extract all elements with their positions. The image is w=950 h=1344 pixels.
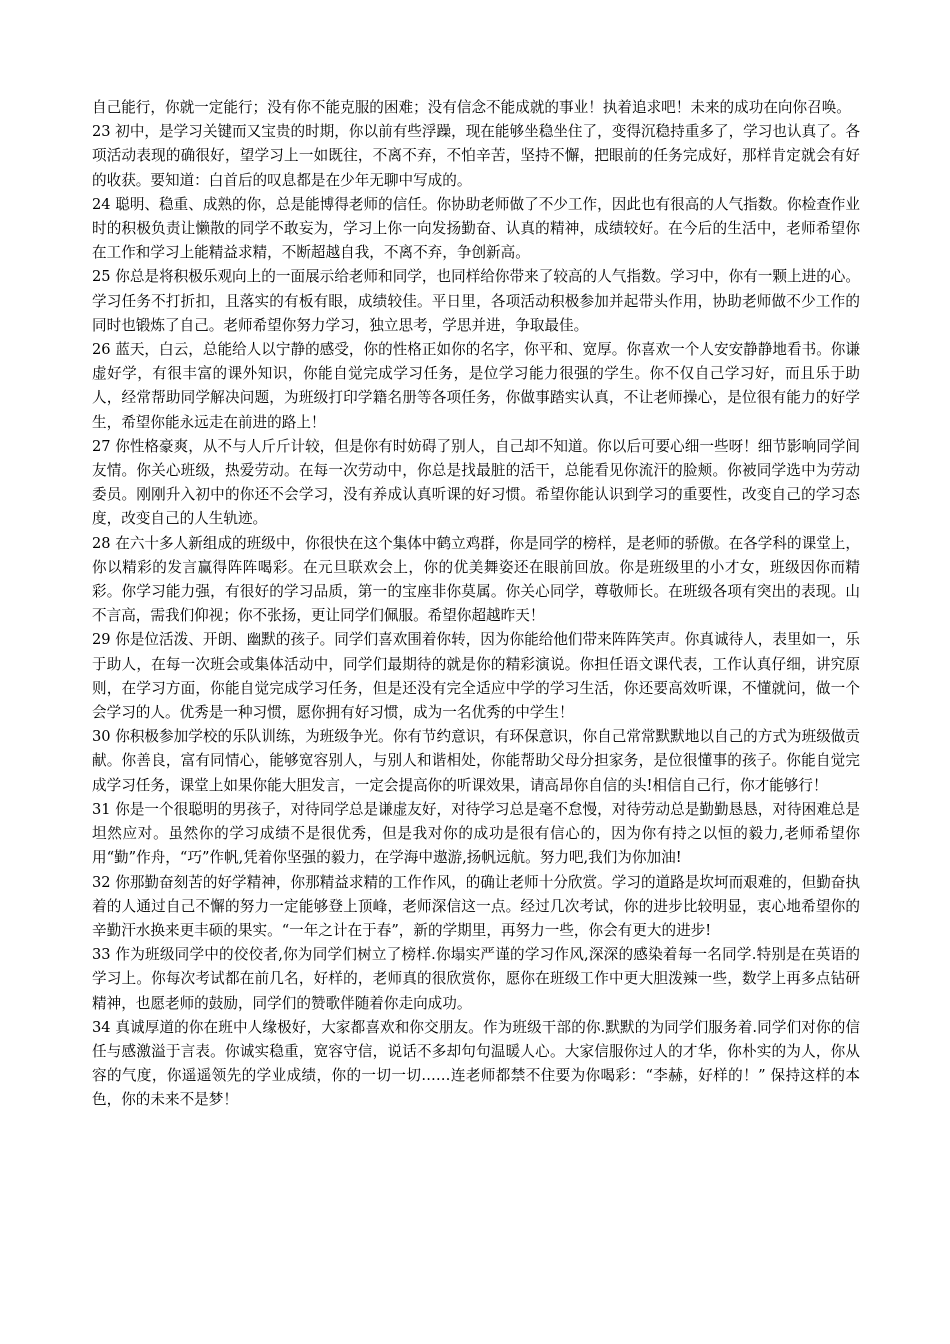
paragraph-31: 31 你是一个很聪明的男孩子，对待同学总是谦虚友好，对待学习总是毫不怠慢，对待劳动总是勤勤恳恳，对待困难总是坦然应对。虽然你的学习成绩不是很优秀，但是我对你的成功是很有信心的，因为你有持之以恒的毅力,老师希望你用“勤”作舟，“巧”作帆,凭着你坚强的毅力，在学海中遨游,扬帆远航。努力吧,我们为你加油! — [92, 800, 860, 867]
paragraph-33: 33 作为班级同学中的佼佼者,你为同学们树立了榜样.你塌实严谨的学习作风,深深的感染着每一名同学.特别是在英语的学习上。你每次考试都在前几名，好样的，老师真的很欣赏你，愿你在班级工作中更大胆泼辣一些，数学上再多点钻研精神，也愿老师的鼓励，同学们的赞歌伴随着你走向成功。 — [92, 946, 860, 1012]
paragraph-34: 34 真诚厚道的你在班中人缘极好，大家都喜欢和你交朋友。作为班级干部的你.默默的为同学们服务着.同学们对你的信任与感激溢于言表。你诚实稳重，宽容守信，说话不多却句句温暖人心。大家信服你过人的才华，你朴实的为人，你从容的气度，你遥遥领先的学业成绩，你的一切一切……连老师都禁不住要为你喝彩：“李赫，好样的！” 保持这样的本色，你的未来不是梦！ — [92, 1018, 860, 1109]
paragraph-32: 32 你那勤奋刻苦的好学精神，你那精益求精的工作作风，的确让老师十分欣赏。学习的道路是坎坷而艰难的，但勤奋执着的人通过自己不懈的努力一定能够登上顶峰，老师深信这一点。经过几次考试，你的进步比较明显，衷心地希望你的辛勤汗水换来更丰硕的果实。“一年之计在于春”，新的学期里，再努力一些，你会有更大的进步! — [92, 873, 860, 939]
paragraph-intro: 自己能行，你就一定能行；没有你不能克服的困难；没有信念不能成就的事业！执着追求吧！未来的成功在向你召唤。 — [92, 99, 851, 116]
paragraph-28: 28 在六十多人新组成的班级中，你很快在这个集体中鹤立鸡群，你是同学的榜样，是老师的骄傲。在各学科的课堂上，你以精彩的发言赢得阵阵喝彩。在元旦联欢会上，你的优美舞姿还在眼前回放。你是班级里的小才女，班级因你而精彩。你学习能力强，有很好的学习品质，第一的宝座非你莫属。你关心同学，尊敬师长。在班级各项有突出的表现。山不言高，需我们仰视；你不张扬，更让同学们佩服。希望你超越昨天！ — [92, 534, 860, 625]
paragraph-25: 25 你总是将积极乐观向上的一面展示给老师和同学，也同样给你带来了较高的人气指数。学习中，你有一颗上进的心。学习任务不打折扣，且落实的有板有眼，成绩较佳。平日里，各项活动积极参加并起带头作用，协助老师做不少工作的同时也锻炼了自己。老师希望你努力学习，独立思考，学思并进，争取最佳。 — [92, 268, 860, 334]
paragraph-27: 27 你性格豪爽，从不与人斤斤计较，但是你有时妨碍了别人，自己却不知道。你以后可要心细一些呀！细节影响同学间友情。你关心班级，热爱劳动。在每一次劳动中，你总是找最脏的活干，总能看见你流汗的脸颊。你被同学选中为劳动委员。刚刚升入初中的你还不会学习，没有养成认真听课的好习惯。希望你能认识到学习的重要性，改变自己的学习态度，改变自己的人生轨迹。 — [92, 437, 860, 528]
paragraph-24: 24 聪明、稳重、成熟的你，总是能博得老师的信任。你协助老师做了不少工作，因此也有很高的人气指数。你检查作业时的积极负责让懒散的同学不敢妄为，学习上你一向发扬勤奋、认真的精神，成绩较好。在今后的生活中，老师希望你在工作和学习上能精益求精，不断超越自我，不离不弃，争创新高。 — [92, 195, 860, 262]
paragraph-23: 23 初中，是学习关键而又宝贵的时期，你以前有些浮躁，现在能够坐稳坐住了，变得沉稳持重多了，学习也认真了。各项活动表现的确很好，望学习上一如既往，不离不弃，不怕辛苦，坚持不懈，把眼前的任务完成好，那样肯定就会有好的收获。要知道：白首后的叹息都是在少年无聊中写成的。 — [92, 123, 860, 189]
paragraph-30: 30 你积极参加学校的乐队训练，为班级争光。你有节约意识，有环保意识，你自己常常默默地以自己的方式为班级做贡献。你善良，富有同情心，能够宽容别人，与别人和谐相处，你能帮助父母分担家务，是位很懂事的孩子。你能自觉完成学习任务，课堂上如果你能大胆发言，一定会提高你的听课效果，请高昂你自信的头!相信自己行，你才能够行！ — [92, 728, 860, 794]
paragraph-29: 29 你是位活泼、开朗、幽默的孩子。同学们喜欢围着你转，因为你能给他们带来阵阵笑声。你真诚待人，表里如一，乐于助人，在每一次班会或集体活动中，同学们最期待的就是你的精彩演说。你担任语文课代表，工作认真仔细，讲究原则，在学习方面，你能自觉完成学习任务，但是还没有完全适应中学的学习生活，你还要高效听课，不懂就问，做一个会学习的人。优秀是一种习惯，愿你拥有好习惯，成为一名优秀的中学生！ — [92, 631, 860, 722]
paragraph-26: 26 蓝天，白云，总能给人以宁静的感受，你的性格正如你的名字，你平和、宽厚。你喜欢一个人安安静静地看书。你谦虚好学，有很丰富的课外知识，你能自觉完成学习任务，是位学习能力很强的学生。你不仅自己学习好，而且乐于助人，经常帮助同学解决问题，为班级打印学籍名册等各项任务，你做事踏实认真，不让老师操心，是位很有能力的好学生，希望你能永远走在前进的路上！ — [92, 341, 860, 431]
